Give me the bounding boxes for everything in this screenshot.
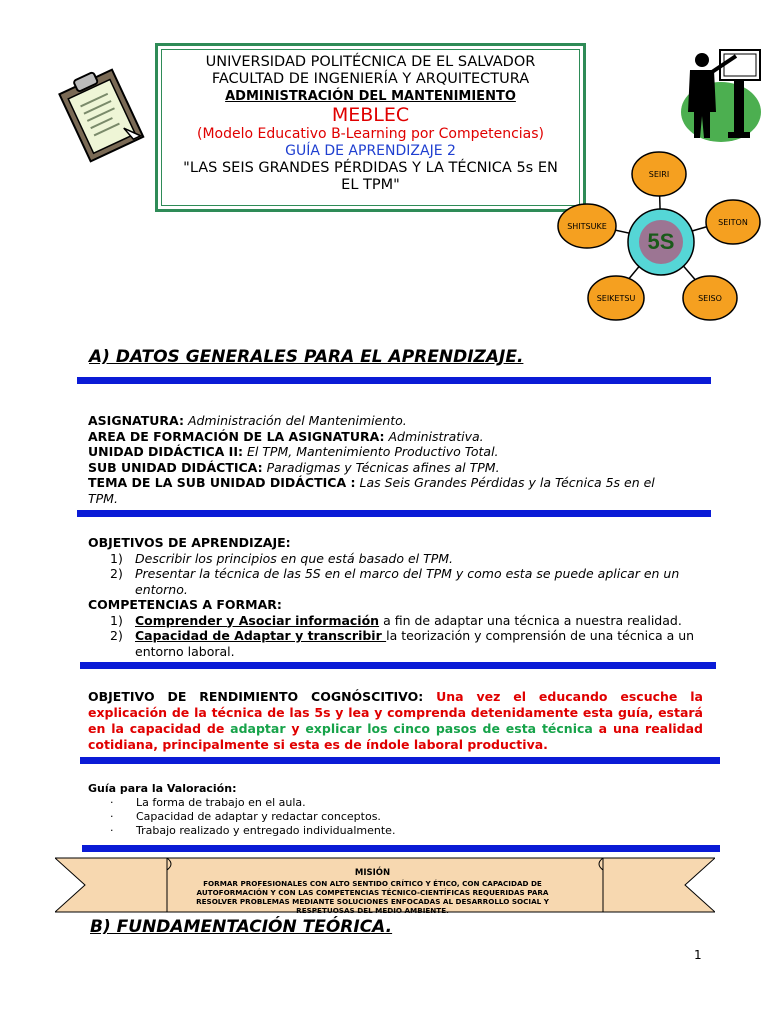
- asignatura-value: Administración del Mantenimiento.: [183, 413, 407, 428]
- seiton-label: SEITON: [718, 218, 748, 227]
- clipboard-icon: [50, 65, 150, 165]
- assessment-item-3: Trabajo realizado y entregado individualmente.: [136, 824, 396, 837]
- area-value: Administrativa.: [384, 428, 484, 444]
- section-a-heading: [89, 347, 523, 367]
- section-b-heading: [90, 917, 392, 937]
- divider-bar: [80, 757, 720, 764]
- divider-bar: [77, 510, 711, 517]
- guide-label: GUÍA DE APRENDIZAJE 2: [285, 143, 456, 159]
- performance-explicar: explicar los cinco pasos de esta técnica: [305, 721, 593, 736]
- competency-1-bold: Comprender y Asociar información: [135, 612, 380, 628]
- tema-value: Las Seis Grandes Pérdidas y la Técnica 5s en el TPM.: [88, 475, 655, 506]
- unidad-label: UNIDAD DIDÁCTICA II:: [88, 444, 243, 459]
- mission-body: FORMAR PROFESIONALES CON ALTO SENTIDO CRÍTICO Y ÉTICO, CON CAPACIDAD DE AUTOFORMACIÓN Y CON LAS COMPETENCIAS TÉCNICO-CIENTÍFICAS REQUERIDAS PARA RESOLVER PROBLEMAS MEDIANTE SOLUCIONES ENFOCADAS AL DESARROLLO SOCIAL Y RESPETUOSAS DEL MEDIO AMBIENTE.: [196, 879, 549, 915]
- page-number: 1: [694, 948, 702, 962]
- objectives-heading: OBJETIVOS DE APRENDIZAJE:: [88, 535, 291, 550]
- course-name: ADMINISTRACIÓN DEL MANTENIMIENTO: [225, 89, 516, 104]
- list-item: 2) Capacidad de Adaptar y transcribir la teorización y comprensión de una técnica a un entorno laboral.: [110, 628, 695, 659]
- divider-bar: [77, 377, 711, 384]
- objective-1: Describir los principios en que está basado el TPM.: [135, 550, 454, 566]
- mission-text-block: [175, 868, 570, 915]
- program-full-name: (Modelo Educativo B-Learning por Competencias): [197, 126, 544, 142]
- competency-2-bold: Capacidad de Adaptar y transcribir: [135, 628, 387, 643]
- seiketsu-label: SEIKETSU: [596, 294, 636, 303]
- objectives-block: [88, 535, 702, 659]
- objective-2: Presentar la técnica de las 5S en el marco del TPM y como esta se puede aplicar en un entorno.: [135, 566, 680, 597]
- performance-y: y: [285, 721, 306, 736]
- tema-label: TEMA DE LA SUB UNIDAD DIDÁCTICA :: [88, 475, 356, 490]
- program-name: MEBLEC: [331, 104, 410, 126]
- faculty-name: FACULTAD DE INGENIERÍA Y ARQUITECTURA: [211, 71, 530, 87]
- section-b-heading-text: B) FUNDAMENTACIÓN TEÓRICA.: [90, 917, 393, 937]
- competency-2-rest: la teorización y comprensión de una técnica a un entorno laboral.: [135, 628, 695, 659]
- list-item: · Capacidad de adaptar y redactar conceptos.: [110, 810, 381, 823]
- performance-adaptar: adaptar: [230, 721, 286, 736]
- subunidad-value: Paradigmas y Técnicas afines al TPM.: [262, 459, 500, 475]
- competencies-heading: COMPETENCIAS A FORMAR:: [88, 597, 282, 612]
- seiri-label: SEIRI: [648, 170, 670, 179]
- list-item: 1) Describir los principios en que está basado el TPM.: [110, 550, 454, 566]
- assessment-guide-heading: Guía para la Valoración:: [88, 782, 237, 795]
- list-item: 2) Presentar la técnica de las 5S en el marco del TPM y como esta se puede aplicar en un entorno.: [110, 566, 680, 597]
- asignatura-label: ASIGNATURA:: [88, 413, 184, 428]
- performance-objective-label: OBJETIVO DE RENDIMIENTO COGNÓSCITIVO:: [88, 689, 424, 704]
- competency-1-rest: a fin de adaptar una técnica a nuestra realidad.: [379, 612, 682, 628]
- shitsuke-label: SHITSUKE: [567, 222, 607, 231]
- divider-bar: [80, 662, 716, 669]
- 5s-center-label: 5S: [647, 229, 675, 254]
- section-a-heading-text: A) DATOS GENERALES PARA EL APRENDIZAJE.: [89, 347, 524, 367]
- area-label: AREA DE FORMACIÓN DE LA ASIGNATURA:: [88, 428, 385, 444]
- unidad-value: El TPM, Mantenimiento Productivo Total.: [242, 444, 499, 459]
- list-item: · La forma de trabajo en el aula.: [110, 796, 306, 809]
- performance-objective-text-1: Una vez el educando escuche la explicación de la técnica de las 5s y lea y comprenda detenidamente esta guía, estará en la capacidad de: [88, 689, 703, 736]
- list-item: 1) Comprender y Asociar información a fin de adaptar una técnica a nuestra realidad.: [110, 612, 682, 628]
- seiso-label: SEISO: [698, 294, 722, 303]
- 5s-diagram: [553, 150, 768, 335]
- header-box: [155, 43, 586, 212]
- divider-bar: [82, 845, 720, 852]
- performance-objective: [88, 689, 703, 753]
- guide-title: "LAS SEIS GRANDES PÉRDIDAS Y LA TÉCNICA 5s EN EL TPM": [183, 160, 558, 193]
- general-data-block: [88, 413, 688, 506]
- assessment-item-1: La forma de trabajo en el aula.: [136, 796, 306, 809]
- presenter-icon: [676, 42, 766, 142]
- performance-objective-text-2: a una realidad cotidiana, principalmente si esta es de índole laboral productiva.: [88, 721, 704, 752]
- assessment-item-2: Capacidad de adaptar y redactar conceptos.: [136, 810, 381, 823]
- university-name: UNIVERSIDAD POLITÉCNICA DE EL SALVADOR: [205, 54, 536, 70]
- subunidad-label: SUB UNIDAD DIDÁCTICA:: [88, 459, 263, 475]
- assessment-guide: [88, 782, 688, 838]
- list-item: · Trabajo realizado y entregado individualmente.: [110, 824, 396, 837]
- mission-title: MISIÓN: [354, 868, 391, 878]
